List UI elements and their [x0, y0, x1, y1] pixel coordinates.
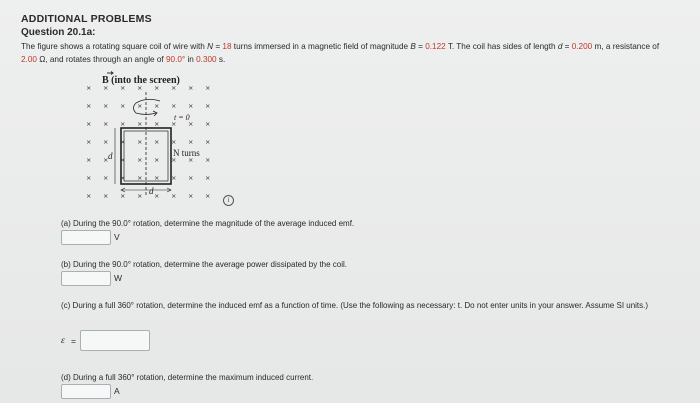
field-x-mark: × — [86, 102, 92, 110]
field-x-mark: × — [205, 138, 211, 146]
field-x-mark: × — [103, 120, 109, 128]
part-d-answer-input[interactable] — [61, 384, 111, 399]
field-x-mark: × — [137, 102, 143, 110]
part-b-answer-input[interactable] — [61, 271, 111, 286]
field-x-mark: × — [86, 120, 92, 128]
field-x-mark: × — [120, 138, 126, 146]
part-c-answer-input[interactable] — [80, 330, 150, 351]
field-x-mark: × — [103, 192, 109, 200]
part-a-unit: V — [114, 232, 120, 242]
field-x-mark: × — [154, 102, 160, 110]
emf-equals: = — [71, 336, 76, 346]
field-x-mark: × — [120, 174, 126, 182]
field-x-mark: × — [154, 138, 160, 146]
field-x-marks — [86, 84, 210, 200]
part-d-unit: A — [114, 386, 120, 396]
field-x-mark: × — [120, 102, 126, 110]
field-x-mark: × — [103, 156, 109, 164]
part-d-prompt: (d) During a full 360° rotation, determine the maximum induced current. — [61, 373, 314, 382]
field-x-mark: × — [137, 84, 143, 92]
field-x-mark: × — [171, 120, 177, 128]
field-x-mark: × — [171, 84, 177, 92]
field-x-mark: × — [154, 120, 160, 128]
field-x-mark: × — [86, 138, 92, 146]
field-x-mark: × — [137, 174, 143, 182]
field-x-mark: × — [86, 156, 92, 164]
field-x-mark: × — [188, 138, 194, 146]
coil-square — [121, 128, 171, 184]
angle-value: 90.0° — [165, 54, 186, 64]
field-x-mark: × — [86, 84, 92, 92]
t-zero-label: t = 0 — [174, 113, 190, 122]
part-a-prompt: (a) During the 90.0° rotation, determine the magnitude of the average induced emf. — [61, 219, 355, 228]
d-vertical-label: d — [108, 151, 113, 161]
emf-symbol: ε — [61, 336, 65, 346]
field-x-mark: × — [171, 138, 177, 146]
field-x-mark: × — [120, 192, 126, 200]
d-value: 0.200 — [571, 42, 593, 51]
field-x-mark: × — [171, 192, 177, 200]
info-icon[interactable]: i — [223, 195, 234, 206]
n-value: 18 — [222, 42, 232, 51]
time-value: 0.300 — [196, 54, 217, 64]
field-x-mark: × — [171, 174, 177, 182]
d-horizontal-label: d — [149, 186, 154, 196]
field-x-mark: × — [171, 156, 177, 164]
part-b-unit: W — [114, 273, 123, 283]
field-x-mark: × — [103, 138, 109, 146]
field-label: B (into the screen) — [102, 75, 180, 86]
question-number: Question 20.1a: — [21, 27, 96, 38]
field-x-mark: × — [137, 138, 143, 146]
field-x-mark: × — [120, 156, 126, 164]
b-value: 0.122 — [425, 42, 446, 51]
part-b-prompt: (b) During the 90.0° rotation, determine the average power dissipated by the coil. — [61, 260, 348, 269]
field-x-mark: × — [188, 156, 194, 164]
field-x-mark: × — [188, 174, 194, 182]
field-x-mark: × — [205, 84, 211, 92]
problem-statement: The figure shows a rotating square coil of wire with N = 18 turns immersed in a magnetic field of magnitude B = 0.122 T. The coil has sides of length d = 0.200 m, a resistance of 2.00 Ω, and rotates through an angle of 90.0° in 0.300 s. — [21, 42, 660, 64]
field-x-mark: × — [205, 120, 211, 128]
field-x-mark: × — [103, 174, 109, 182]
field-x-mark: × — [205, 192, 211, 200]
field-x-mark: × — [86, 174, 92, 182]
field-x-mark: × — [154, 174, 160, 182]
field-x-mark: × — [154, 156, 160, 164]
field-x-mark: × — [154, 84, 160, 92]
field-x-mark: × — [188, 120, 194, 128]
field-x-mark: × — [120, 120, 126, 128]
field-x-mark: × — [205, 174, 211, 182]
field-x-mark: × — [103, 102, 109, 110]
field-x-mark: × — [188, 192, 194, 200]
field-x-mark: × — [120, 84, 126, 92]
field-x-mark: × — [103, 84, 109, 92]
field-x-mark: × — [171, 102, 177, 110]
field-x-mark: × — [188, 102, 194, 110]
field-x-mark: × — [137, 192, 143, 200]
n-turns-label: N turns — [173, 148, 200, 158]
section-heading: ADDITIONAL PROBLEMS — [21, 13, 152, 25]
field-x-mark: × — [137, 120, 143, 128]
r-value: 2.00 — [21, 54, 37, 64]
field-x-mark: × — [188, 84, 194, 92]
part-a-answer-input[interactable] — [61, 230, 111, 245]
part-c-prompt: (c) During a full 360° rotation, determine the induced emf as a function of time. (Use the following as necessary: t. Do not enter units in your answer. Assume SI units.) — [61, 301, 649, 310]
field-x-mark: × — [86, 192, 92, 200]
field-x-mark: × — [205, 156, 211, 164]
coil-figure — [78, 70, 238, 202]
field-x-mark: × — [205, 102, 211, 110]
field-x-mark: × — [154, 192, 160, 200]
field-x-mark: × — [137, 156, 143, 164]
